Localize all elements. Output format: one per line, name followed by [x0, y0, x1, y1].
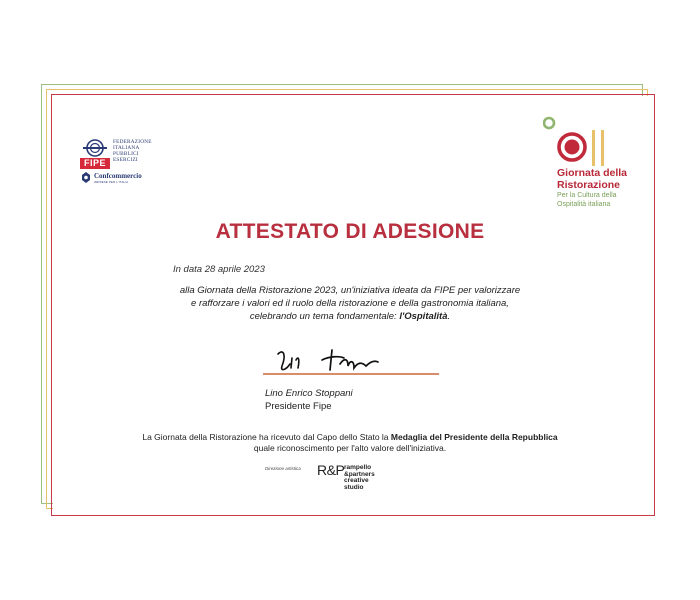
fipe-fullname: FEDERAZIONE ITALIANA PUBBLICI ESERCIZI — [113, 139, 152, 163]
giornata-subtitle: Per la Cultura della Ospitalità italiana — [557, 192, 617, 208]
body-line-3: celebrando un tema fondamentale: l'Ospitalità. — [249, 311, 451, 322]
fipe-abbr: FIPE — [80, 158, 110, 169]
medal-emphasis: Medaglia del Presidente della Repubblica — [390, 432, 558, 442]
handwritten-signature — [270, 344, 390, 382]
medal-note — [0, 432, 700, 454]
fipe-logo — [80, 138, 160, 190]
certificate-body — [0, 284, 700, 323]
signer-name: Lino Enrico Stoppani — [265, 388, 353, 399]
confcommercio-logo — [80, 172, 160, 184]
certificate-date: In data 28 aprile 2023 — [173, 264, 265, 275]
giornata-emblem-icon — [543, 112, 623, 166]
signer-role: Presidente Fipe — [265, 401, 332, 412]
giornata-title: Giornata della Ristorazione — [557, 167, 628, 191]
certificate-title: ATTESTATO DI ADESIONE — [215, 220, 485, 243]
confcommercio-name: Confcommercio — [94, 172, 142, 180]
ospitalita-emphasis: l'Ospitalità — [399, 311, 448, 322]
body-line-1: alla Giornata della Ristorazione 2023, un'iniziativa ideata da FIPE per valorizzare — [179, 285, 521, 296]
body-line-2: e rafforzare i valori ed il ruolo della ristorazione e della gastronomia italiana, — [191, 298, 509, 309]
rp-logo: R&P — [317, 462, 345, 478]
medal-note-line-1: La Giornata della Ristorazione ha ricevuto dal Capo dello Stato la Medaglia del Presidente della Repubblica — [142, 432, 558, 442]
confcommercio-emblem-icon — [81, 172, 91, 183]
medal-note-line-2: quale riconoscimento per l'alto valore dell'iniziativa. — [253, 443, 447, 453]
rp-studio-name: rampello &partners creative studio — [344, 464, 375, 491]
art-direction-label: Direzione artistica — [265, 466, 301, 471]
signature-line — [263, 373, 439, 375]
confcommercio-tagline: IMPRESE PER L'ITALIA — [94, 180, 129, 184]
giornata-logo — [543, 112, 628, 212]
